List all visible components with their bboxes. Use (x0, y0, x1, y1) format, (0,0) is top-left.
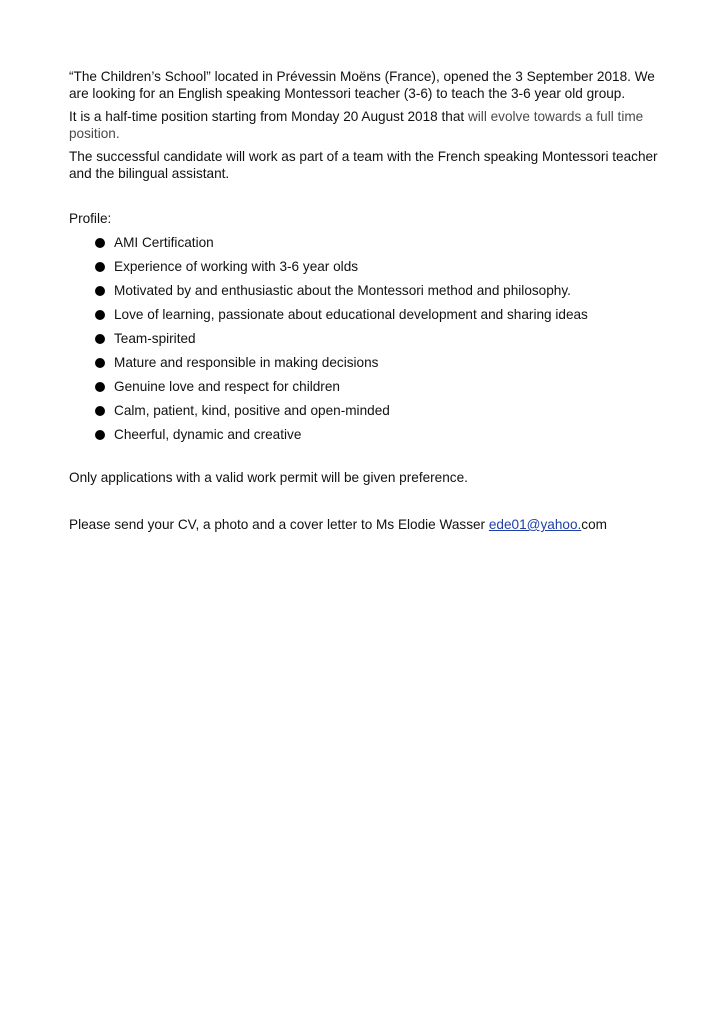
position-text-evolve: will evolve towards a full time position. (69, 109, 644, 141)
bullet-icon (95, 334, 105, 344)
list-item (95, 327, 669, 351)
profile-list (69, 231, 669, 447)
list-item-text: Motivated by and enthusiastic about the Montessori method and philosophy. (114, 283, 571, 298)
list-item-text: Mature and responsible in making decisions (114, 355, 379, 370)
list-item-text: Love of learning, passionate about educational development and sharing ideas (114, 307, 588, 322)
bullet-icon (95, 358, 105, 368)
list-item-text: Team-spirited (114, 331, 196, 346)
bullet-icon (95, 286, 105, 296)
list-item (95, 423, 669, 447)
bullet-icon (95, 430, 105, 440)
list-item-text: Cheerful, dynamic and creative (114, 427, 302, 442)
list-item-text: Genuine love and respect for children (114, 379, 340, 394)
list-item (95, 279, 669, 303)
team-paragraph: The successful candidate will work as part of a team with the French speaking Montessori teacher and the bilingual assistant. (69, 149, 658, 181)
bullet-icon (95, 310, 105, 320)
contact-text: Please send your CV, a photo and a cover letter to Ms Elodie Wasser (69, 517, 489, 532)
bullet-icon (95, 238, 105, 248)
email-tail: com (581, 517, 607, 532)
position-paragraph (69, 108, 669, 142)
list-item (95, 399, 669, 423)
position-text: It is a half-time position starting from Monday 20 August 2018 that (69, 109, 468, 124)
list-item (95, 375, 669, 399)
bullet-icon (95, 262, 105, 272)
intro-paragraph: “The Children’s School” located in Prévessin Moëns (France), opened the 3 September 2018. We are looking for an English speaking Montessori teacher (3-6) to teach the 3-6 year old group. (69, 69, 655, 101)
contact-paragraph (69, 516, 669, 533)
list-item (95, 231, 669, 255)
list-item (95, 351, 669, 375)
list-item (95, 303, 669, 327)
work-permit-notice: Only applications with a valid work permit will be given preference. (69, 470, 468, 485)
document-page (69, 68, 669, 539)
bullet-icon (95, 406, 105, 416)
list-item-text: Calm, patient, kind, positive and open-minded (114, 403, 390, 418)
profile-heading: Profile: (69, 211, 112, 226)
bullet-icon (95, 382, 105, 392)
list-item (95, 255, 669, 279)
list-item-text: AMI Certification (114, 235, 214, 250)
list-item-text: Experience of working with 3-6 year olds (114, 259, 359, 274)
email-link[interactable]: ede01@yahoo. (488, 517, 582, 532)
